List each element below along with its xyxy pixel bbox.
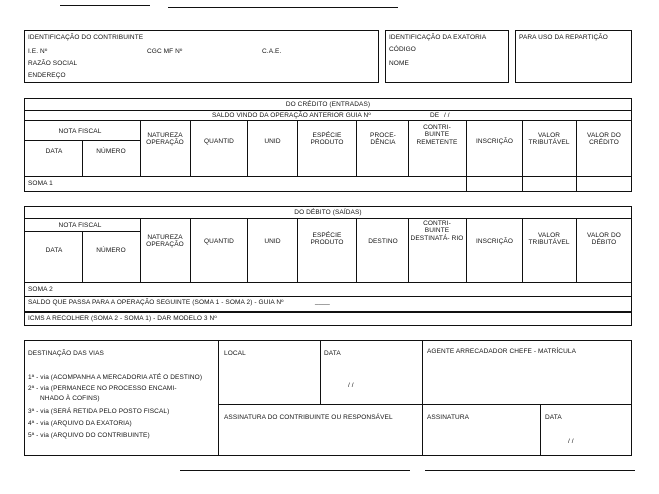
contributor-identification-title: IDENTIFICAÇÃO DO CONTRIBUINTE: [28, 34, 144, 41]
footer-col-div: [540, 404, 541, 456]
credit-col-div: [247, 120, 248, 176]
debit-col-div: [297, 218, 298, 282]
agente-arrecadador-label: AGENTE ARRECADADOR CHEFE - MATRÍCULA: [427, 348, 577, 355]
via-2: 2ª - via (PERMANECE NO PROCESSO ENCAMI-: [28, 385, 177, 392]
footer-col-div: [422, 340, 423, 456]
credit-valor-tributavel: VALOR TRIBUTÁVEL: [528, 132, 570, 147]
via-2-cont: NHADO À COFINS): [40, 395, 100, 402]
credit-col-div: [82, 140, 83, 176]
credit-valor-credito: VALOR DO CRÉDITO: [587, 132, 621, 147]
data2-label: DATA: [545, 414, 562, 421]
data-slashes: / /: [348, 382, 354, 389]
credit-col-div: [466, 120, 467, 192]
saldo-que-passa: SALDO QUE PASSA PARA A OPERAÇÃO SEGUINTE (SOMA 1 - SOMA 2) - GUIA Nº: [28, 299, 284, 306]
credit-col-div: [140, 120, 141, 176]
icms-a-recolher: ICMS A RECOLHER (SOMA 2 - SOMA 1) - DAR MODELO 3 Nº: [28, 315, 217, 322]
data2-slashes: / /: [568, 438, 574, 445]
exatoria-identification-title: IDENTIFICAÇÃO DA EXATORIA: [389, 34, 487, 41]
debit-quantid: QUANTID: [204, 238, 234, 245]
debit-col-div: [522, 218, 523, 282]
saldo-anterior-label: SALDO VINDO DA OPERAÇÃO ANTERIOR GUIA Nº: [212, 112, 371, 119]
credit-title-rule: [24, 110, 632, 111]
via-5: 5ª - via (ARQUIVO DO CONTRIBUINTE): [28, 432, 150, 439]
credit-contribuinte-remetente: CONTRI- BUINTE REMETENTE: [416, 124, 458, 146]
credit-col-div: [356, 120, 357, 176]
top-rule-left: [60, 5, 150, 6]
credit-data: DATA: [45, 148, 63, 155]
debit-destino: DESTINO: [368, 238, 398, 245]
credit-unid: UNID: [264, 138, 281, 145]
razao-social-label: RAZÃO SOCIAL: [28, 60, 78, 67]
bottom-rule-left: [180, 470, 410, 471]
credit-inscricao: INSCRIÇÃO: [475, 138, 513, 145]
debit-data: DATA: [45, 247, 63, 254]
footer-col-div: [320, 340, 321, 404]
credit-col-div: [522, 120, 523, 192]
debit-col-div: [247, 218, 248, 282]
credit-quantid: QUANTID: [204, 138, 234, 145]
destinacao-title: DESTINAÇÃO DAS VIAS: [28, 350, 104, 357]
debit-col-div: [140, 218, 141, 282]
ie-label: I.E. Nº: [28, 48, 48, 55]
debit-soma-rule: [24, 282, 632, 283]
debit-nota-fiscal: NOTA FISCAL: [58, 222, 102, 229]
debit-valor-tributavel: VALOR TRIBUTÁVEL: [528, 232, 570, 247]
credit-numero: NÚMERO: [96, 148, 126, 155]
saldo-date: / /: [444, 112, 450, 119]
debit-inscricao: INSCRIÇÃO: [475, 238, 513, 245]
footer-mid-rule: [218, 404, 632, 405]
debit-valor-debito: VALOR DO DÉBITO: [587, 232, 621, 247]
debit-contribuinte-destinatario: CONTRI- BUINTE DESTINATÁ- RIO: [410, 220, 464, 242]
debit-soma: SOMA 2: [28, 286, 53, 293]
debit-especie: ESPÉCIE PRODUTO: [310, 232, 344, 247]
cae-label: C.A.E.: [262, 48, 282, 55]
debit-col-div: [408, 218, 409, 282]
credit-col-div: [297, 120, 298, 176]
footer-col-div: [218, 340, 219, 456]
credit-col-div: [576, 120, 577, 192]
debit-unid: UNID: [264, 238, 281, 245]
saldo-de-label: DE: [430, 112, 440, 119]
cgc-label: CGC MF Nº: [147, 48, 183, 55]
assinatura-contribuinte-label: ASSINATURA DO CONTRIBUINTE OU RESPONSÁVEL: [224, 414, 393, 421]
debit-saldo-rule: [24, 296, 632, 297]
bottom-rule-right: [425, 470, 635, 471]
credit-title: DO CRÉDITO (ENTRADAS): [285, 101, 371, 108]
reparticao-title: PARA USO DA REPARTIÇÃO: [519, 34, 608, 41]
debit-title-rule: [24, 218, 632, 219]
debit-col-div: [82, 231, 83, 282]
codigo-label: CÓDIGO: [389, 46, 416, 53]
via-3: 3ª - via (SERÁ RETIDA PELO POSTO FISCAL): [28, 408, 170, 415]
assinatura-label: ASSINATURA: [427, 414, 470, 421]
credit-nota-fiscal: NOTA FISCAL: [58, 128, 102, 135]
credit-col-div: [190, 120, 191, 176]
via-4: 4ª - via (ARQUIVO DA EXATORIA): [28, 420, 132, 427]
debit-col-div: [576, 218, 577, 282]
debit-title: DO DÉBITO (SAÍDAS): [294, 209, 362, 216]
local-label: LOCAL: [224, 350, 246, 357]
nome-label: NOME: [389, 60, 409, 67]
credit-especie: ESPÉCIE PRODUTO: [310, 132, 344, 147]
credit-soma-rule: [24, 176, 632, 177]
top-rule-mid: [168, 7, 398, 8]
credit-natureza: NATUREZA OPERAÇÃO: [146, 132, 184, 147]
credit-col-div: [408, 120, 409, 176]
data-label: DATA: [324, 350, 341, 357]
debit-numero: NÚMERO: [96, 247, 126, 254]
debit-natureza: NATUREZA OPERAÇÃO: [146, 234, 184, 249]
credit-soma: SOMA 1: [28, 180, 53, 187]
endereco-label: ENDEREÇO: [28, 72, 66, 79]
debit-col-div: [190, 218, 191, 282]
debit-col-div: [356, 218, 357, 282]
saldo-guia-number-blank: ____: [315, 298, 330, 305]
credit-subtitle-rule: [24, 120, 632, 121]
credit-procedencia: PROCE- DÊNCIA: [370, 132, 396, 147]
via-1: 1ª - via (ACOMPANHA A MERCADORIA ATÉ O DESTINO): [28, 374, 203, 381]
debit-col-div: [466, 218, 467, 282]
